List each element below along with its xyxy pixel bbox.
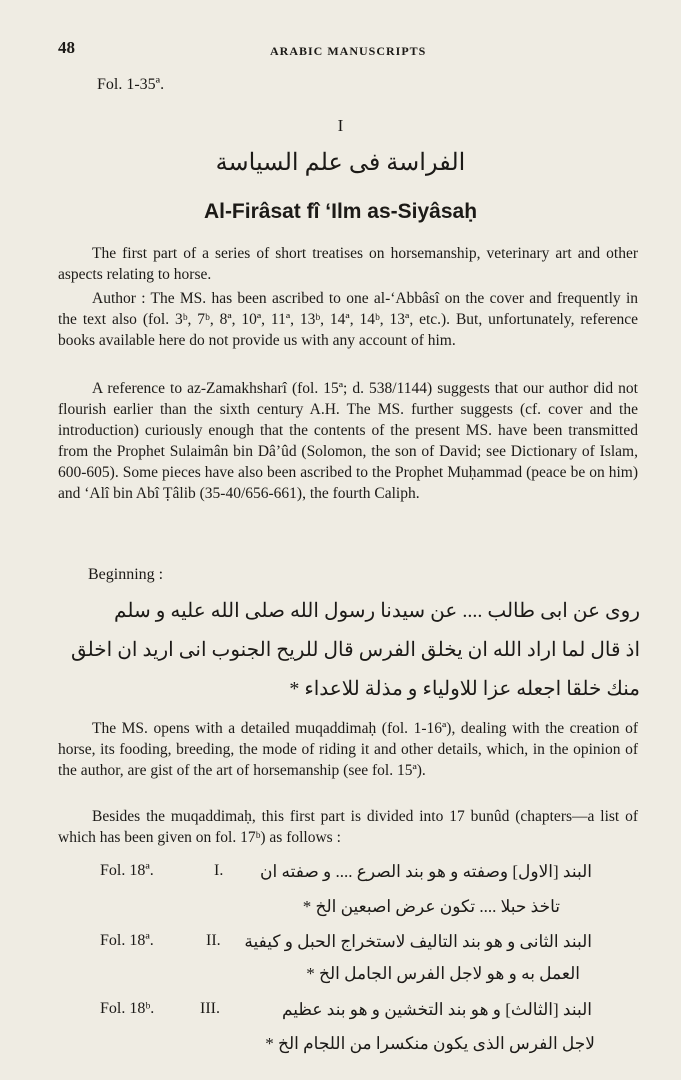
chapter-3-number: III. — [200, 1000, 220, 1017]
section-number: I — [337, 116, 344, 135]
chapter-2-number: II. — [206, 932, 221, 949]
intro-paragraph: The first part of a series of short treatises on horsemanship, veterinary art and other aspects relating to horse. — [58, 245, 638, 283]
running-title: ARABIC MANUSCRIPTS — [270, 44, 427, 58]
chapter-1-number: I. — [214, 862, 224, 879]
beginning-arabic-line-1: روى عن ابى طالب .... عن سيدنا رسول الله صلى الله عليه و سلم — [114, 600, 640, 622]
chapter-2-arabic-line-2: العمل به و هو لاجل الفرس الجامل الخ * — [306, 964, 580, 983]
arabic-title: الفراسة فى علم السياسة — [215, 150, 466, 176]
folio-range: Fol. 1-35ª. — [97, 76, 165, 93]
beginning-arabic-line-2: اذ قال لما اراد الله ان يخلق الفرس قال للريح الجنوب انى اريد ان اخلق — [70, 639, 640, 661]
chapter-1-folio: Fol. 18ª. — [100, 862, 154, 879]
chapter-2-folio: Fol. 18ª. — [100, 932, 154, 949]
reference-paragraph: A reference to az-Zamakhsharî (fol. 15ª; d. 538/1144) suggests that our author did not flourish earlier than the sixth century A.H. The MS. further suggests (cf. cover and the introduction) curiously enough that the contents of the present MS. have been transmitted from the Prophet Sulaimân bin Dâʼûd (Solomon, the son of David; see Dictionary of Islam, 600-605). Some pieces have also been ascribed to the Prophet Muḥammad (peace be on him) and ʻAlî bin Abî Ṭâlib (35-40/656-661), the fourth Caliph. — [58, 380, 638, 502]
beginning-label: Beginning : — [88, 566, 164, 583]
chapter-2-arabic-line-1: البند الثانى و هو بند التاليف لاستخراج الحبل و كيفية — [244, 932, 592, 951]
chapter-3-arabic-line-2: لاجل الفرس الذى يكون منكسرا من اللجام الخ * — [265, 1034, 595, 1053]
chapter-3-folio: Fol. 18ᵇ. — [100, 1000, 155, 1017]
chapter-1-arabic-line-2: تاخذ حبلا .... تكون عرض اصبعين الخ * — [302, 897, 560, 916]
english-title: Al-Firâsat fî ʻIlm as-Siyâsaḥ — [203, 200, 478, 223]
opens-paragraph: The MS. opens with a detailed muqaddimaḥ (fol. 1-16ª), dealing with the creation of horse, its fooding, breeding, the mode of riding it and other details, which, in the opinion of the author, are gist of the art of horsemanship (see fol. 15ª). — [58, 720, 638, 779]
chapter-1-arabic-line-1: البند [الاول] وصفته و هو بند الصرع .... و صفته ان — [260, 862, 592, 881]
beginning-arabic-line-3: منك خلقا اجعله عزا للاولياء و مذلة للاعداء * — [289, 678, 640, 700]
besides-paragraph: Besides the muqaddimaḥ, this first part is divided into 17 bunûd (chapters—a list of which has been given on fol. 17ᵇ) as follows : — [58, 808, 638, 846]
chapter-3-arabic-line-1: البند [الثالث] و هو بند التخشين و هو بند عظيم — [281, 1000, 592, 1019]
page-number: 48 — [58, 38, 75, 57]
author-paragraph: Author : The MS. has been ascribed to one al-ʻAbbâsî on the cover and frequently in the text also (fol. 3ᵇ, 7ᵇ, 8ª, 10ª, 11ª, 13ᵇ, 14ª, 14ᵇ, 13ª, etc.). But, unfortunately, reference books available here do not provide us with any account of him. — [58, 290, 638, 349]
